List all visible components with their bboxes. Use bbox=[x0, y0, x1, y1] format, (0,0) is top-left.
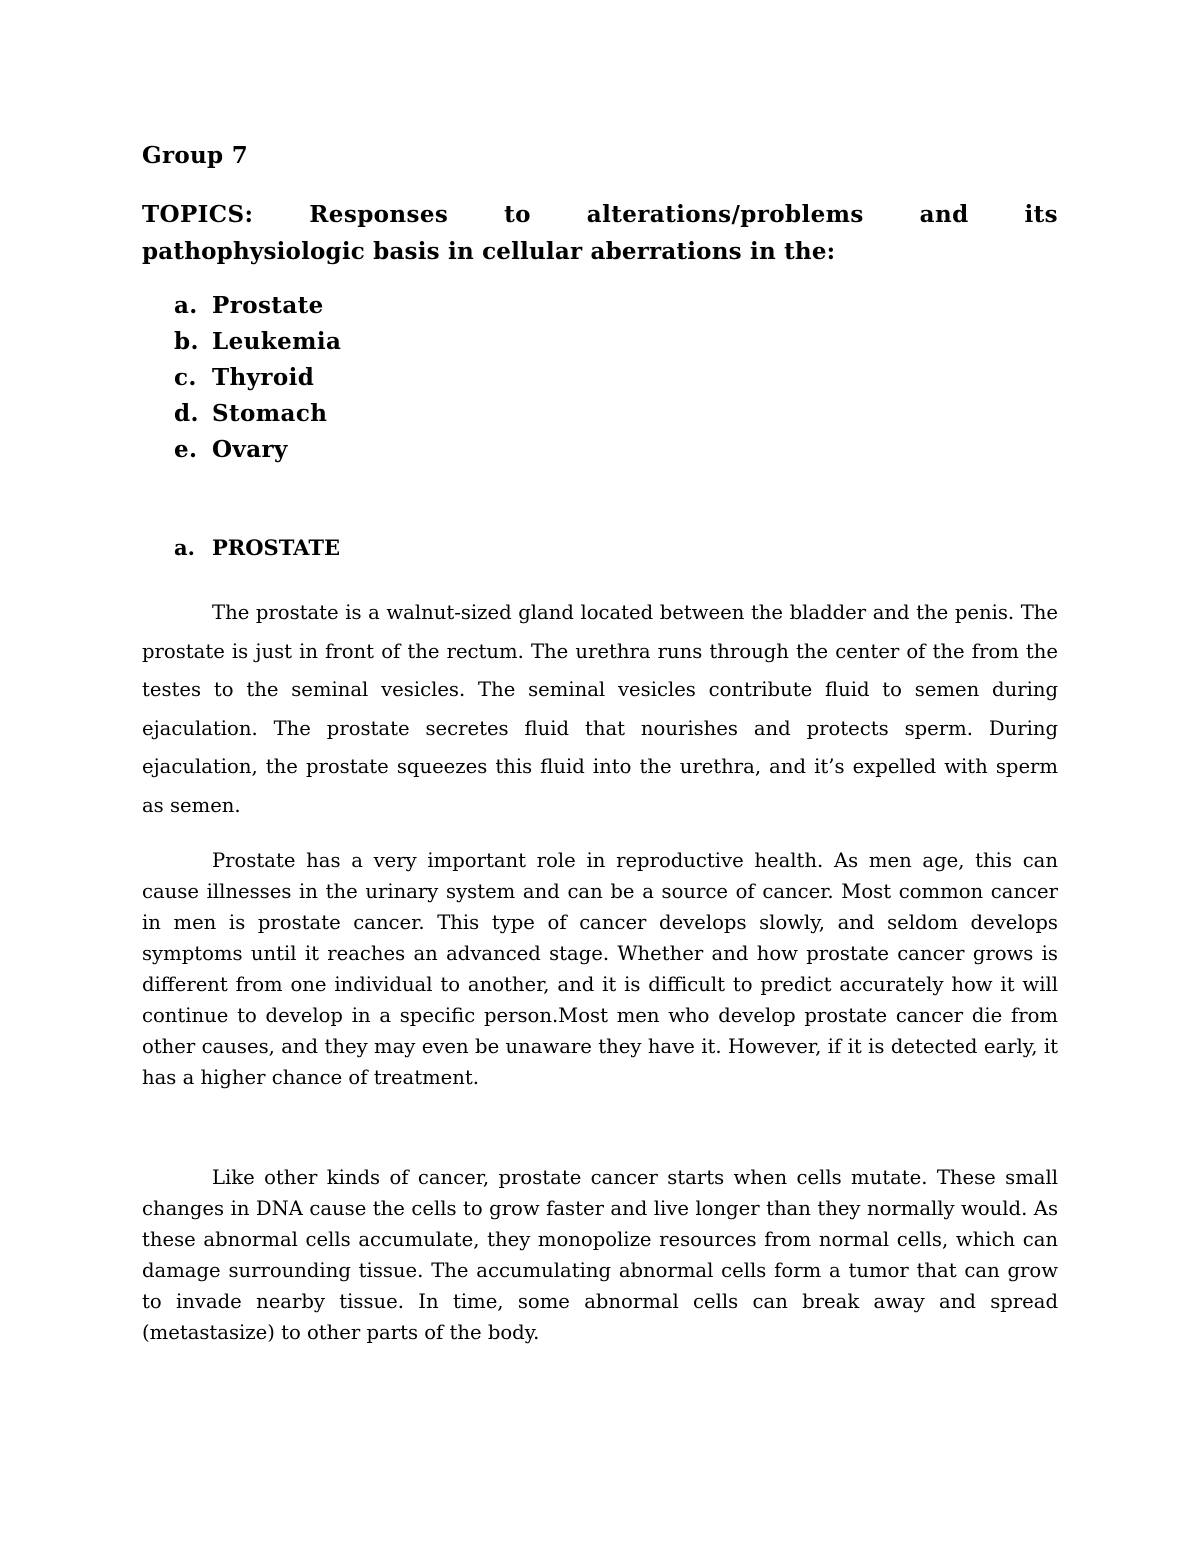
paragraph-text: Prostate has a very important role in reproductive health. As men age, this can cause illnesses in the urinary system and can be a source of cancer. Most common cancer in men is prostate cancer. This type of cancer develops slowly, and seldom develops symptoms until it reaches an advanced stage. Whether and how prostate cancer grows is different from one individual to another, and it is difficult to predict accurately how it will continue to develop in a specific person.Most men who develop prostate cancer die from other causes, and they may even be unaware they have it. However, if it is detected early, it has a higher chance of treatment. bbox=[142, 849, 1058, 1089]
section-title: PROSTATE bbox=[212, 535, 340, 560]
section-heading bbox=[174, 535, 340, 560]
topics-word: and bbox=[919, 201, 969, 228]
paragraph-text: The prostate is a walnut-sized gland located between the bladder and the penis. The prostate is just in front of the rectum. The urethra runs through the center of the from the testes to the seminal vesicles. The seminal vesicles contribute fluid to semen during ejaculation. The prostate secretes fluid that nourishes and protects sperm. During ejaculation, the prostate squeezes this fluid into the urethra, and it’s expelled with sperm as semen. bbox=[142, 601, 1058, 817]
topic-list-item bbox=[174, 396, 341, 432]
group-title: Group 7 bbox=[142, 142, 249, 169]
topic-list-item bbox=[174, 360, 341, 396]
topic-list-item bbox=[174, 432, 341, 468]
list-marker: b. bbox=[174, 328, 199, 355]
topics-word: Responses bbox=[309, 201, 449, 228]
topic-label: Leukemia bbox=[212, 328, 342, 355]
topics-heading bbox=[142, 196, 1058, 270]
list-marker: a. bbox=[174, 292, 198, 319]
topics-word: alterations/problems bbox=[586, 201, 864, 228]
paragraph bbox=[142, 594, 1058, 826]
topic-label: Thyroid bbox=[212, 364, 315, 391]
topics-word: its bbox=[1024, 201, 1058, 228]
list-marker: d. bbox=[174, 400, 199, 427]
list-marker: c. bbox=[174, 364, 197, 391]
paragraph-text: Like other kinds of cancer, prostate cancer starts when cells mutate. These small changes in DNA cause the cells to grow faster and live longer than they normally would. As these abnormal cells accumulate, they monopolize resources from normal cells, which can damage surrounding tissue. The accumulating abnormal cells form a tumor that can grow to invade nearby tissue. In time, some abnormal cells can break away and spread (metastasize) to other parts of the body. bbox=[142, 1166, 1058, 1344]
topics-line-1 bbox=[142, 196, 1058, 233]
topic-list bbox=[174, 288, 341, 468]
topic-list-item bbox=[174, 324, 341, 360]
paragraph bbox=[142, 845, 1058, 1093]
topics-word: TOPICS: bbox=[142, 201, 254, 228]
topics-word: to bbox=[504, 201, 531, 228]
topic-list-item bbox=[174, 288, 341, 324]
topics-line-2: pathophysiologic basis in cellular aberrations in the: bbox=[142, 238, 836, 265]
topic-label: Stomach bbox=[212, 400, 328, 427]
paragraph bbox=[142, 1162, 1058, 1348]
list-marker: e. bbox=[174, 436, 198, 463]
section-marker: a. bbox=[174, 535, 195, 560]
topic-label: Prostate bbox=[212, 292, 324, 319]
topic-label: Ovary bbox=[212, 436, 288, 463]
